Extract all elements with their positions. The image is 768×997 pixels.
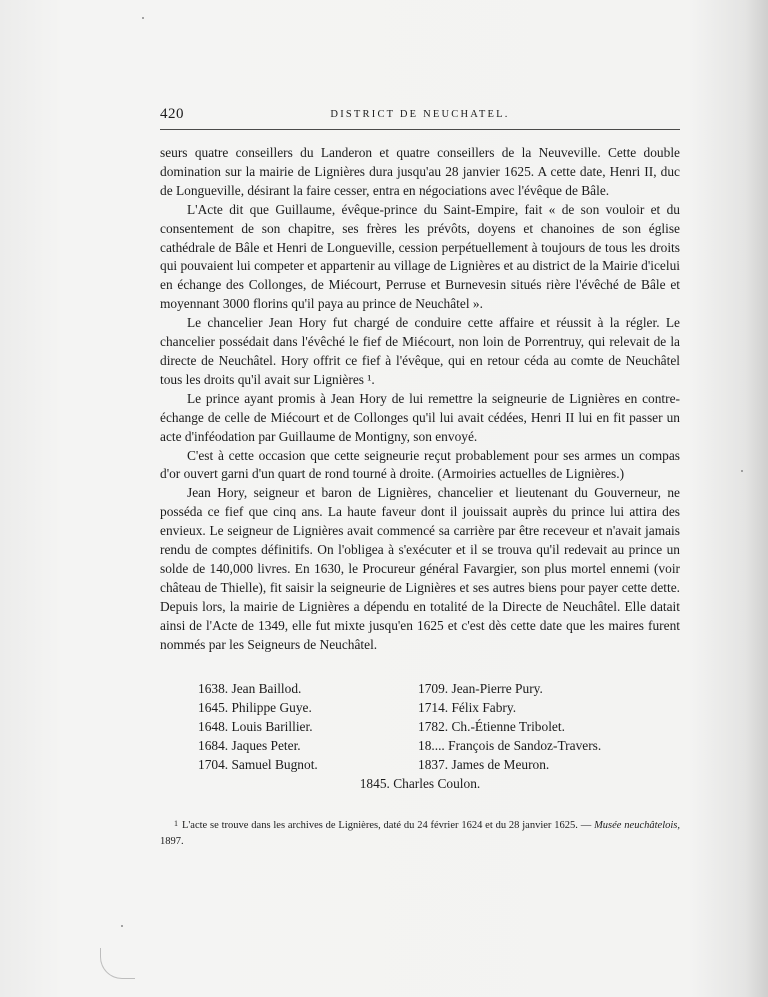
body-text — [160, 144, 680, 654]
speck — [121, 925, 123, 927]
mayor-entry: 1837. James de Meuron. — [418, 756, 550, 772]
footnote-source: Musée neuchâtelois, — [594, 820, 680, 831]
mayor-entry: 1645. Philippe Guye. — [198, 699, 312, 715]
mayor-entry: 1714. Félix Fabry. — [418, 699, 517, 715]
running-title: DISTRICT DE NEUCHATEL. — [330, 109, 510, 120]
mayors-left-column — [198, 680, 318, 775]
speck — [142, 17, 144, 19]
mayor-entry: 1648. Louis Barillier. — [198, 718, 313, 734]
paragraph: seurs quatre conseillers du Landeron et quatre conseillers de la Neuveville. Cette double domination sur la mairie de Lignières dura jusqu'au 28 janvier 1625. A cette date, Henri II, duc de Longueville, désirant la faire cesser, entra en négociations avec l'évêque de Bâle. — [160, 145, 680, 198]
speck — [741, 470, 743, 472]
paragraph: C'est à cette occasion que cette seigneurie reçut probablement pour ses armes un compas d'or ouvert garni d'un quart de rond tourné à droite. (Armoiries actuelles de Lignières.) — [160, 447, 680, 482]
page-number: 420 — [160, 106, 184, 122]
mayor-entry-last: 1845. Charles Coulon. — [359, 775, 481, 791]
footnote-mark: 1 — [174, 819, 178, 828]
paragraph: Le chancelier Jean Hory fut chargé de conduire cette affaire et réussit à la régler. Le chancelier possédait dans l'évêché le fief de Miécourt, non loin de Porrentruy, qui relevait de la directe de Neuchâtel. Hory offrit ce fief à l'évêque, qui en retour céda au comte de Neuchâtel tous les droits qu'il avait sur Lignières ¹. — [160, 315, 680, 387]
header-rule — [160, 129, 680, 130]
mayor-entry: 1782. Ch.-Étienne Tribolet. — [418, 718, 565, 734]
mayor-entry: 1704. Samuel Bugnot. — [198, 756, 318, 772]
footnote-text: L'acte se trouve dans les archives de Lignières, daté du 24 février 1624 et du 28 janvier 1625. — — [182, 820, 592, 831]
mayor-entry: 1638. Jean Baillod. — [198, 681, 302, 696]
page-header — [160, 106, 680, 126]
paragraph: Jean Hory, seigneur et baron de Lignières, chancelier et lieutenant du Gouverneur, ne posséda ce fief que cinq ans. La haute faveur dont il jouissait auprès du prince lui attira des envieux. Le seigneur de Lignières avait commencé sa carrière par être receveur et n'avait jamais rendu de comptes définitifs. On l'obligea à s'exécuter et il se trouva qu'il redevait au prince un solde de 140,000 livres. En 1630, le Procureur général Favargier, son plus mortel ennemi (voir château de Thielle), fit saisir la seigneurie de Lignières et ses autres biens pour payer cette dette. Depuis lors, la mairie de Lignières a dépendu en totalité de la Directe de Neuchâtel. Elle datait ainsi de l'Acte de 1349, elle fut mixte jusqu'en 1625 et c'est dès cette date que les maires furent nommés par les Seigneurs de Neuchâtel. — [160, 485, 680, 652]
paragraph: Le prince ayant promis à Jean Hory de lui remettre la seigneurie de Lignières en contre-échange de celle de Miécourt et de Collonges qu'il lui avait cédées, Henri II lui en fit passer un acte d'inféodation par Guillaume de Montigny, son envoyé. — [160, 390, 680, 444]
page-stain — [100, 948, 135, 979]
footnote — [160, 816, 680, 850]
mayor-entry: 18.... François de Sandoz-Travers. — [418, 737, 602, 753]
paragraph: L'Acte dit que Guillaume, évêque-prince du Saint-Empire, fait « de son vouloir et du consentement de son chapitre, ses frères les prévôts, doyens et chanoines de son église cathédrale de Bâle et Henri de Longueville, cession perpétuellement à toujours de tous les droits qui pouvaient lui competer et appartenir au village de Lignières et au district de la Mairie d'icelui en échange des Collonges, de Miécourt, Perruse et Burnevesin situés rière l'évêché de Bâle et moyennant 3000 florins qu'il paya au prince de Neuchâtel ». — [160, 201, 680, 312]
mayors-right-column — [418, 680, 601, 775]
footnote-year: 1897. — [160, 836, 184, 847]
mayor-entry: 1684. Jaques Peter. — [198, 737, 301, 753]
mayor-entry: 1709. Jean-Pierre Pury. — [418, 681, 543, 696]
